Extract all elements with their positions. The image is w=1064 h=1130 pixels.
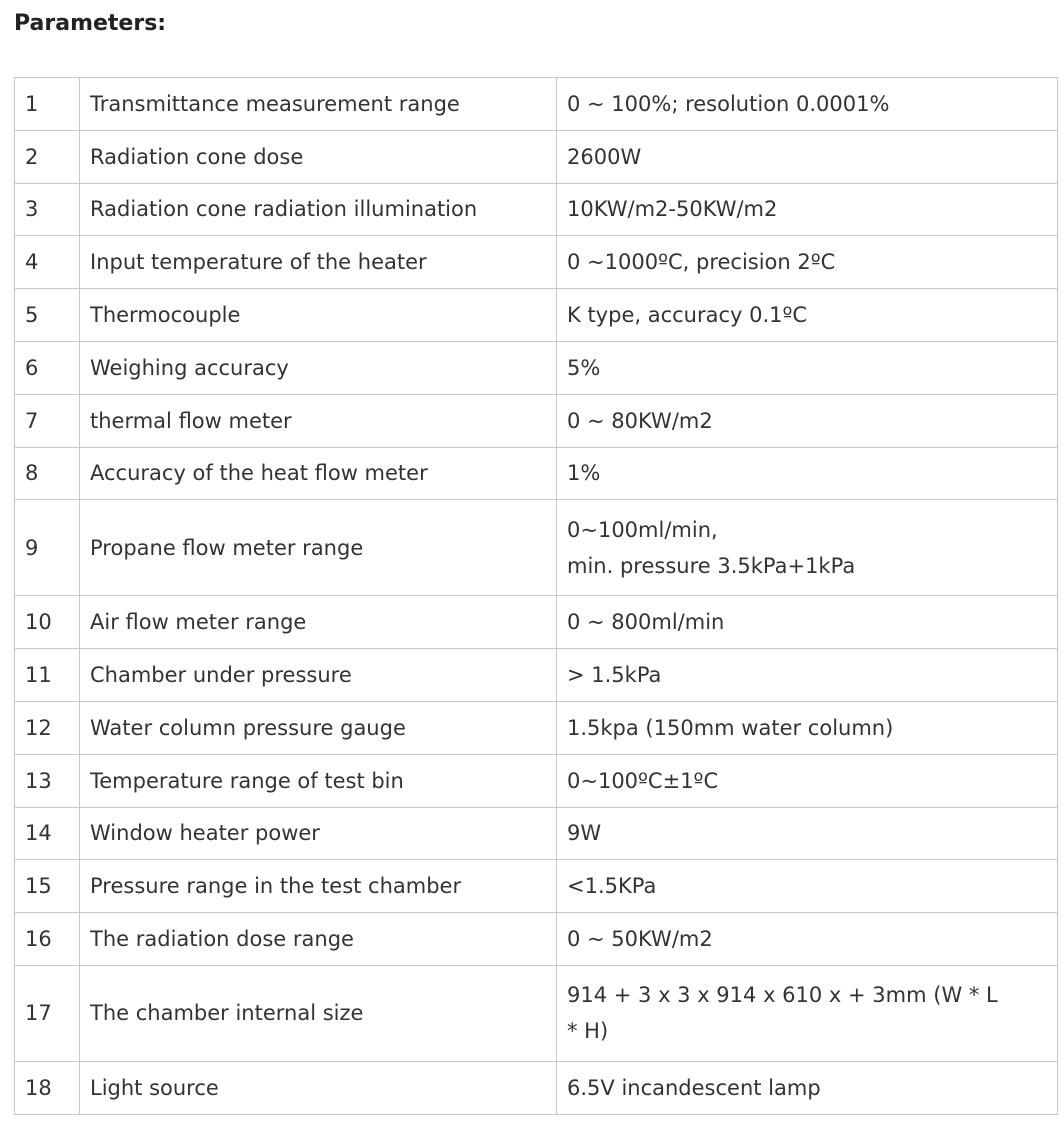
page-heading: Parameters: [14, 11, 167, 36]
parameter-value [557, 289, 1058, 342]
parameter-name: Air flow meter range [80, 596, 557, 649]
row-number: 16 [15, 913, 80, 966]
parameter-value [557, 236, 1058, 289]
parameter-value [557, 807, 1058, 860]
parameter-name: Transmittance measurement range [80, 78, 557, 131]
table-row [15, 913, 1058, 966]
table-row [15, 596, 1058, 649]
parameter-value [557, 965, 1058, 1061]
parameter-value-line: 0 ~ 100%; resolution 0.0001% [567, 91, 890, 116]
table-row [15, 860, 1058, 913]
parameter-value-line: 0 ~1000ºC, precision 2ºC [567, 250, 836, 275]
parameter-name: The chamber internal size [80, 965, 557, 1061]
parameter-value [557, 1061, 1058, 1114]
row-number: 12 [15, 701, 80, 754]
parameter-value-line: 0 ~ 800ml/min [567, 610, 725, 635]
row-number: 15 [15, 860, 80, 913]
row-number: 13 [15, 754, 80, 807]
parameter-value [557, 913, 1058, 966]
parameter-value [557, 447, 1058, 500]
parameters-table [14, 77, 1058, 1115]
row-number: 14 [15, 807, 80, 860]
parameter-value-line: 5% [567, 355, 601, 380]
table-row [15, 341, 1058, 394]
parameter-value-line: > 1.5kPa [567, 663, 662, 688]
parameter-value [557, 500, 1058, 596]
parameter-value-line: 2600W [567, 144, 642, 169]
parameter-value-line: 6.5V incandescent lamp [567, 1075, 821, 1100]
parameter-name: Radiation cone radiation illumination [80, 183, 557, 236]
table-row [15, 236, 1058, 289]
parameter-value [557, 701, 1058, 754]
row-number: 6 [15, 341, 80, 394]
row-number: 2 [15, 130, 80, 183]
table-row [15, 754, 1058, 807]
parameter-name: Temperature range of test bin [80, 754, 557, 807]
parameter-value [557, 78, 1058, 131]
parameter-value-line: 9W [567, 821, 602, 846]
parameter-value [557, 649, 1058, 702]
parameter-value [557, 754, 1058, 807]
parameter-name: thermal flow meter [80, 394, 557, 447]
parameter-name: Accuracy of the heat flow meter [80, 447, 557, 500]
parameter-value-line: * H) [567, 1019, 609, 1044]
parameter-value-line: min. pressure 3.5kPa+1kPa [567, 553, 856, 578]
row-number: 11 [15, 649, 80, 702]
parameter-name: Light source [80, 1061, 557, 1114]
row-number: 7 [15, 394, 80, 447]
table-row [15, 130, 1058, 183]
parameter-value [557, 183, 1058, 236]
table-row [15, 1061, 1058, 1114]
parameter-name: Pressure range in the test chamber [80, 860, 557, 913]
parameter-value-line: 0~100ºC±1ºC [567, 768, 719, 793]
parameter-name: Thermocouple [80, 289, 557, 342]
parameter-value-line: 0 ~ 50KW/m2 [567, 927, 713, 952]
parameter-name: Input temperature of the heater [80, 236, 557, 289]
table-row [15, 965, 1058, 1061]
table-row [15, 78, 1058, 131]
table-row [15, 807, 1058, 860]
parameter-value-line: 10KW/m2-50KW/m2 [567, 197, 778, 222]
table-row [15, 183, 1058, 236]
parameter-name: Window heater power [80, 807, 557, 860]
row-number: 18 [15, 1061, 80, 1114]
row-number: 5 [15, 289, 80, 342]
parameter-value-line: <1.5KPa [567, 874, 657, 899]
table-row [15, 394, 1058, 447]
row-number: 9 [15, 500, 80, 596]
parameter-value [557, 596, 1058, 649]
row-number: 3 [15, 183, 80, 236]
parameter-name: Chamber under pressure [80, 649, 557, 702]
parameter-value-line: 1.5kpa (150mm water column) [567, 715, 894, 740]
table-row [15, 289, 1058, 342]
parameter-name: Weighing accuracy [80, 341, 557, 394]
parameters-table-body [15, 78, 1058, 1115]
parameter-value-line: K type, accuracy 0.1ºC [567, 303, 808, 328]
table-row [15, 500, 1058, 596]
parameter-name: The radiation dose range [80, 913, 557, 966]
parameter-value-line: 0 ~ 80KW/m2 [567, 408, 713, 433]
table-row [15, 447, 1058, 500]
table-row [15, 649, 1058, 702]
parameter-value [557, 860, 1058, 913]
parameter-value-line: 914 + 3 x 3 x 914 x 610 x + 3mm (W * L [567, 983, 998, 1008]
parameter-value [557, 130, 1058, 183]
table-row [15, 701, 1058, 754]
parameter-value [557, 394, 1058, 447]
row-number: 1 [15, 78, 80, 131]
row-number: 8 [15, 447, 80, 500]
parameter-name: Radiation cone dose [80, 130, 557, 183]
row-number: 10 [15, 596, 80, 649]
parameter-name: Propane flow meter range [80, 500, 557, 596]
parameter-name: Water column pressure gauge [80, 701, 557, 754]
row-number: 4 [15, 236, 80, 289]
parameter-value-line: 0~100ml/min, [567, 517, 718, 542]
row-number: 17 [15, 965, 80, 1061]
parameter-value [557, 341, 1058, 394]
parameter-value-line: 1% [567, 461, 601, 486]
